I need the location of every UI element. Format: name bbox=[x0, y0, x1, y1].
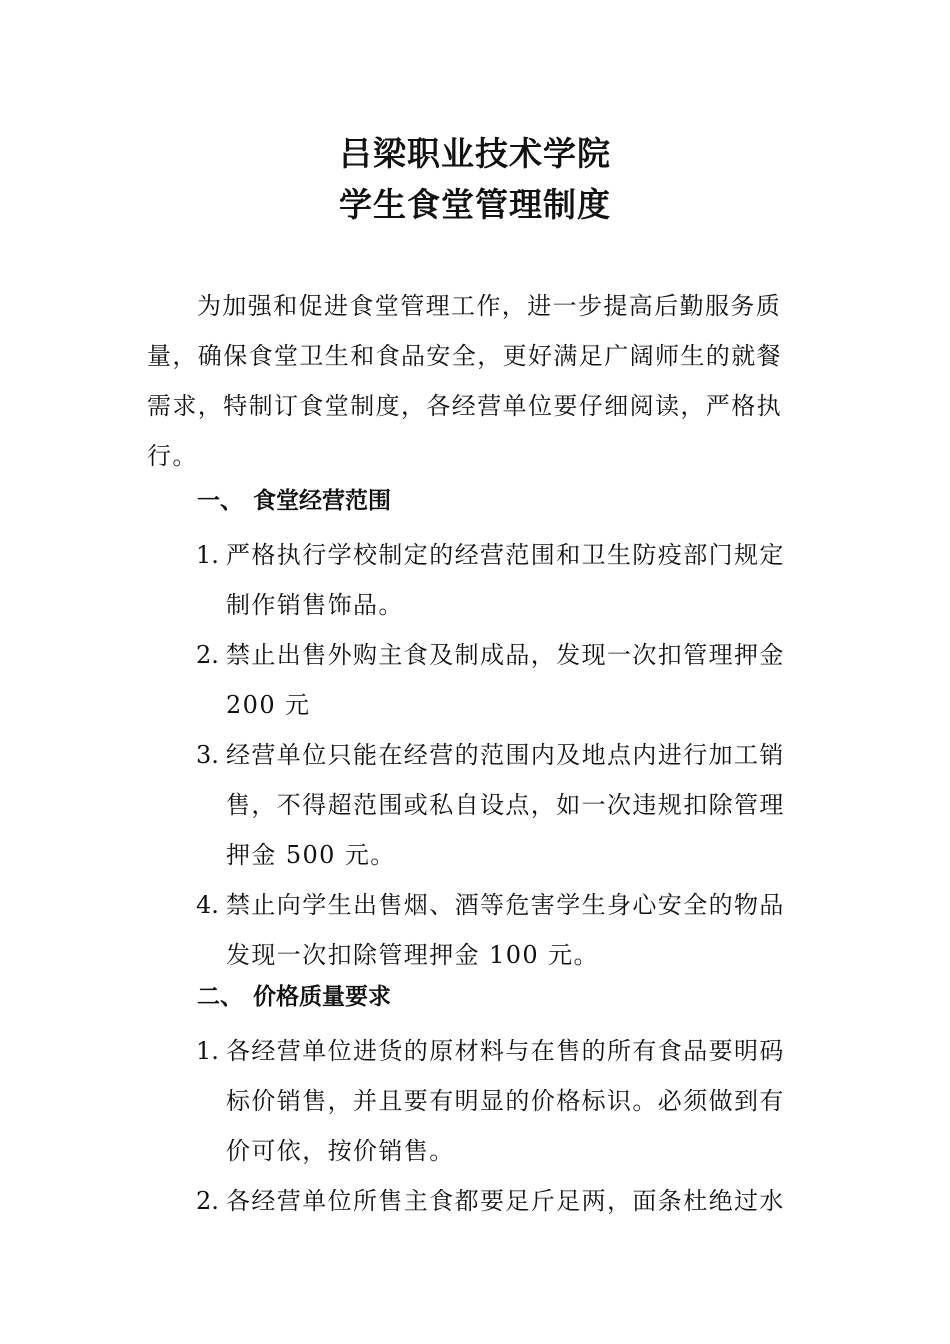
list-item-text: 各经营单位进货的原材料与在售的所有食品要明码标价销售，并且要有明显的价格标识。必须做到有价可依，按价销售。 bbox=[226, 1037, 785, 1165]
list-marker: 1. bbox=[196, 1037, 219, 1065]
list-item-text: 严格执行学校制定的经营范围和卫生防疫部门规定制作销售饰品。 bbox=[226, 541, 785, 619]
section-title: 食堂经营范围 bbox=[253, 488, 391, 514]
list-item-text: 各经营单位所售主食都要足斤足两，面条杜绝过水 bbox=[226, 1187, 785, 1215]
list-item-text: 禁止出售外购主食及制成品，发现一次扣管理押金 200 元 bbox=[226, 641, 785, 719]
list-marker: 2. bbox=[196, 1187, 219, 1215]
document-title-line1: 吕梁职业技术学院 bbox=[339, 134, 611, 173]
list-item-text: 经营单位只能在经营的范围内及地点内进行加工销售，不得超范围或私自设点，如一次违规扣除管理押金 500 元。 bbox=[226, 741, 785, 869]
list-marker: 1. bbox=[196, 541, 219, 569]
section-title: 价格质量要求 bbox=[253, 984, 391, 1010]
section-1-list bbox=[196, 530, 808, 980]
list-item bbox=[196, 730, 808, 880]
section-number: 一、 bbox=[197, 488, 243, 514]
list-marker: 3. bbox=[196, 741, 219, 769]
section-number: 二、 bbox=[197, 984, 243, 1010]
list-item bbox=[196, 530, 808, 630]
list-item bbox=[196, 880, 808, 980]
list-item bbox=[196, 1026, 808, 1176]
section-heading-1 bbox=[197, 481, 391, 521]
document-title-line2: 学生食堂管理制度 bbox=[339, 185, 611, 224]
list-item bbox=[196, 630, 808, 730]
list-item-text: 禁止向学生出售烟、酒等危害学生身心安全的物品发现一次扣除管理押金 100 元。 bbox=[226, 891, 785, 969]
list-marker: 4. bbox=[196, 891, 219, 919]
section-heading-2 bbox=[197, 977, 391, 1017]
section-2-list bbox=[196, 1026, 808, 1226]
list-marker: 2. bbox=[196, 641, 219, 669]
intro-paragraph: 为加强和促进食堂管理工作，进一步提高后勤服务质量，确保食堂卫生和食品安全，更好满足广阔师生的就餐需求，特制订食堂制度，各经营单位要仔细阅读，严格执行。 bbox=[147, 292, 782, 470]
list-item bbox=[196, 1176, 808, 1226]
